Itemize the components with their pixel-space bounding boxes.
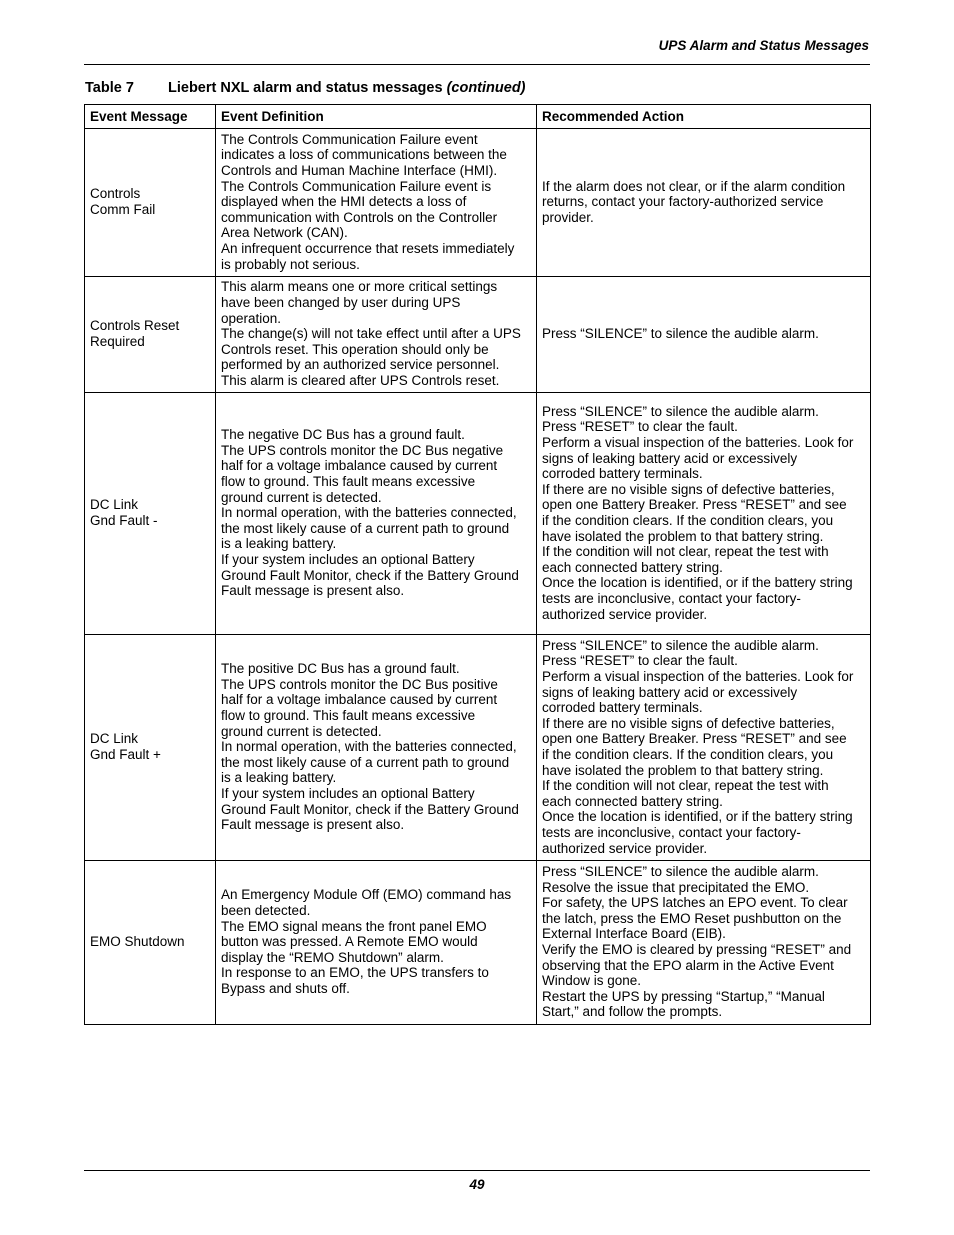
cell-text-line: Comm Fail: [90, 202, 156, 217]
cell-text-line: DC Link: [90, 731, 139, 747]
cell-text-line: open one Battery Breaker. Press “RESET” and see: [542, 731, 847, 747]
running-header: UPS Alarm and Status Messages: [658, 38, 869, 53]
cell-text-line: If the alarm does not clear, or if the alarm condition: [542, 178, 846, 194]
cell-text-line: ground current is detected.: [221, 489, 382, 505]
event-definition-cell: [216, 129, 537, 277]
cell-text-line: have been changed by user during UPS: [221, 295, 461, 311]
recommended-action-cell: [537, 861, 871, 1025]
table-row: [85, 277, 871, 393]
table-continued-label: (continued): [446, 80, 526, 96]
cell-text-line: The negative DC Bus has a ground fault.: [221, 427, 465, 443]
cell-text-line: authorized service provider.: [542, 606, 708, 622]
cell-text-line: ground current is detected.: [221, 723, 382, 739]
cell-text-line: Restart the UPS by pressing “Startup,” “Manual: [542, 988, 825, 1004]
recommended-action-cell: [537, 393, 871, 635]
footer-divider: [84, 1170, 870, 1171]
recommended-action-cell: [537, 635, 871, 861]
cell-text-line: authorized service provider.: [542, 840, 708, 856]
cell-text-line: button was pressed. A Remote EMO would: [221, 934, 478, 950]
event-definition-cell: [216, 393, 537, 635]
cell-text-line: have isolated the problem to that battery string.: [542, 762, 824, 778]
cell-text-line: This alarm is cleared after UPS Controls reset.: [221, 372, 500, 388]
cell-text-line: communication with Controls on the Controller: [221, 209, 498, 225]
cell-text-line: The Controls Communication Failure event is: [221, 178, 492, 194]
cell-text-line: Perform a visual inspection of the batteries. Look for: [542, 435, 854, 451]
cell-text-line: If your system includes an optional Battery: [221, 551, 475, 567]
table-number: Table 7: [85, 80, 134, 96]
cell-text-line: Ground Fault Monitor, check if the Battery Ground: [221, 801, 519, 817]
cell-text-line: Controls Reset: [90, 318, 180, 334]
cell-text-line: Press “SILENCE” to silence the audible alarm.: [542, 403, 819, 419]
cell-text-line: provider.: [542, 209, 594, 225]
cell-text-line: operation.: [221, 310, 282, 326]
cell-text-line: is a leaking battery.: [221, 770, 337, 786]
table-row: [85, 393, 871, 635]
column-header-event-message: Event Message: [85, 105, 216, 129]
cell-text-line: In normal operation, with the batteries connected,: [221, 505, 517, 521]
recommended-action-cell: [537, 129, 871, 277]
cell-text-line: corroded battery terminals.: [542, 466, 703, 482]
cell-text-line: Controls and Human Machine Interface (HMI).: [221, 163, 498, 179]
cell-text-line: An Emergency Module Off (EMO) command has: [221, 887, 512, 903]
cell-text-line: have isolated the problem to that battery string.: [542, 528, 824, 544]
cell-text-line: Fault message is present also.: [221, 817, 405, 833]
cell-text-line: EMO Shutdown: [90, 934, 185, 950]
cell-text-line: In normal operation, with the batteries connected,: [221, 739, 517, 755]
cell-text-line: The EMO signal means the front panel EMO: [221, 918, 487, 934]
cell-text-line: Press “SILENCE” to silence the audible alarm.: [542, 864, 819, 880]
cell-text-line: Verify the EMO is cleared by pressing “RESET” and: [542, 942, 852, 957]
cell-text-line: Area Network (CAN).: [221, 225, 348, 241]
cell-text-line: Press “RESET” to clear the fault.: [542, 419, 738, 435]
cell-text-line: The Controls Communication Failure event: [221, 131, 478, 147]
cell-text-line: half for a voltage imbalance caused by current: [221, 692, 498, 708]
cell-text-line: Gnd Fault +: [90, 747, 161, 762]
cell-text-line: displayed when the HMI detects a loss of: [221, 194, 467, 210]
cell-text-line: The change(s) will not take effect until after a UPS: [221, 326, 521, 342]
cell-text-line: Ground Fault Monitor, check if the Battery Ground: [221, 567, 519, 583]
cell-text-line: open one Battery Breaker. Press “RESET” and see: [542, 497, 847, 513]
header-divider: [84, 64, 870, 65]
cell-text-line: performed by an authorized service personnel.: [221, 357, 500, 373]
cell-text-line: observing that the EPO alarm in the Active Event: [542, 957, 834, 973]
cell-text-line: If the condition will not clear, repeat the test with: [542, 778, 829, 794]
cell-text-line: Resolve the issue that precipitated the EMO.: [542, 879, 810, 895]
cell-text-line: tests are inconclusive, contact your factory-: [542, 824, 801, 840]
cell-text-line: If your system includes an optional Battery: [221, 785, 475, 801]
cell-text-line: is a leaking battery.: [221, 536, 337, 552]
cell-text-line: Press “RESET” to clear the fault.: [542, 653, 738, 669]
event-definition-cell: [216, 861, 537, 1025]
cell-text-line: flow to ground. This fault means excessive: [221, 474, 476, 490]
cell-text-line: half for a voltage imbalance caused by current: [221, 458, 498, 474]
cell-text-line: tests are inconclusive, contact your factory-: [542, 590, 801, 606]
cell-text-line: is probably not serious.: [221, 256, 360, 272]
cell-text-line: display the “REMO Shutdown” alarm.: [221, 949, 444, 965]
table-row: [85, 861, 871, 1025]
page-number: 49: [469, 1177, 485, 1192]
cell-text-line: signs of leaking battery acid or excessively: [542, 450, 798, 466]
column-header-event-definition: Event Definition: [216, 105, 537, 129]
event-definition-cell: [216, 635, 537, 861]
cell-text-line: The positive DC Bus has a ground fault.: [221, 661, 460, 677]
event-message-cell: [85, 277, 216, 393]
cell-text-line: Controls reset. This operation should only be: [221, 341, 489, 357]
cell-text-line: An infrequent occurrence that resets immediately: [221, 240, 515, 256]
table-caption: [85, 80, 526, 96]
cell-text-line: Perform a visual inspection of the batteries. Look for: [542, 669, 854, 685]
event-message-cell: [85, 393, 216, 635]
cell-text-line: the most likely cause of a current path to ground: [221, 754, 510, 770]
cell-text-line: If there are no visible signs of defective batteries,: [542, 481, 835, 497]
cell-text-line: The UPS controls monitor the DC Bus positive: [221, 676, 498, 692]
cell-text-line: returns, contact your factory-authorized service: [542, 194, 824, 210]
cell-text-line: Press “SILENCE” to silence the audible alarm.: [542, 637, 819, 653]
cell-text-line: the most likely cause of a current path to ground: [221, 520, 510, 536]
event-message-cell: [85, 861, 216, 1025]
cell-text-line: In response to an EMO, the UPS transfers to: [221, 965, 489, 981]
cell-text-line: if the condition clears. If the condition clears, you: [542, 513, 834, 528]
alarm-messages-table: [84, 104, 871, 1025]
cell-text-line: Once the location is identified, or if the battery string: [542, 575, 853, 591]
event-message-cell: [85, 635, 216, 861]
table-title: Liebert NXL alarm and status messages: [168, 80, 443, 96]
cell-text-line: Controls: [90, 186, 141, 202]
column-header-recommended-action: Recommended Action: [537, 105, 871, 129]
cell-text-line: signs of leaking battery acid or excessively: [542, 684, 798, 700]
cell-text-line: flow to ground. This fault means excessive: [221, 708, 476, 724]
cell-text-line: If the condition will not clear, repeat the test with: [542, 544, 829, 560]
cell-text-line: Press “SILENCE” to silence the audible alarm.: [542, 326, 819, 342]
event-definition-cell: [216, 277, 537, 393]
cell-text-line: Fault message is present also.: [221, 583, 405, 599]
cell-text-line: each connected battery string.: [542, 793, 723, 809]
cell-text-line: DC Link: [90, 497, 139, 513]
table-header-row: [85, 105, 871, 129]
cell-text-line: indicates a loss of communications between the: [221, 147, 507, 163]
event-message-cell: [85, 129, 216, 277]
recommended-action-cell: [537, 277, 871, 393]
cell-text-line: For safety, the UPS latches an EPO event. To clear: [542, 895, 848, 911]
cell-text-line: If there are no visible signs of defective batteries,: [542, 715, 835, 731]
cell-text-line: corroded battery terminals.: [542, 700, 703, 716]
cell-text-line: Once the location is identified, or if the battery string: [542, 809, 853, 825]
cell-text-line: been detected.: [221, 903, 311, 919]
cell-text-line: the latch, press the EMO Reset pushbutton on the: [542, 910, 842, 926]
cell-text-line: if the condition clears. If the condition clears, you: [542, 747, 834, 762]
cell-text-line: Window is gone.: [542, 973, 642, 989]
cell-text-line: External Interface Board (EIB).: [542, 926, 726, 942]
table-row: [85, 635, 871, 861]
cell-text-line: This alarm means one or more critical settings: [221, 279, 498, 295]
cell-text-line: Required: [90, 334, 145, 349]
cell-text-line: each connected battery string.: [542, 559, 723, 575]
cell-text-line: Gnd Fault -: [90, 513, 158, 528]
cell-text-line: The UPS controls monitor the DC Bus negative: [221, 442, 504, 458]
table-row: [85, 129, 871, 277]
cell-text-line: Bypass and shuts off.: [221, 980, 350, 996]
cell-text-line: Start,” and follow the prompts.: [542, 1004, 723, 1020]
